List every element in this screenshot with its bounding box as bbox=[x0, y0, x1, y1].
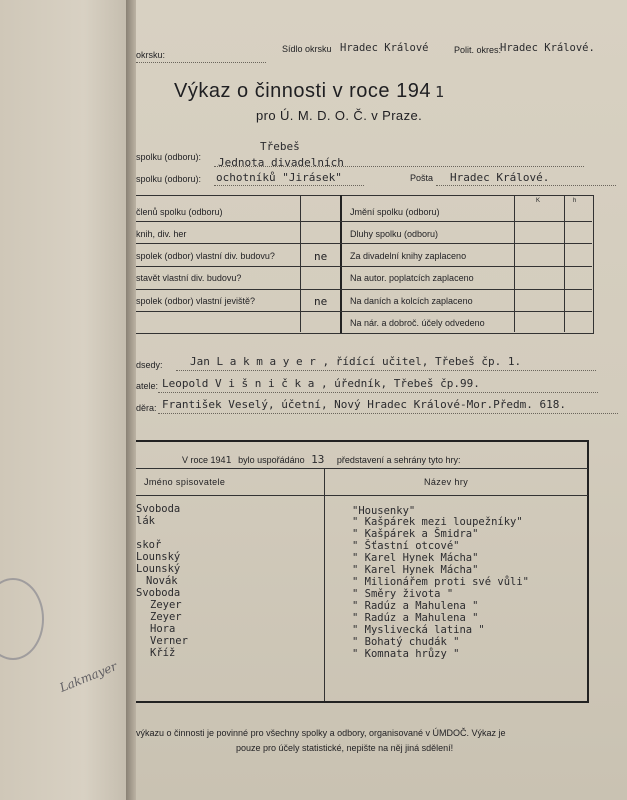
title-prefix: Výkaz o činnosti v roce 194 bbox=[174, 80, 431, 102]
play-author: Zeyer bbox=[150, 599, 182, 611]
society-value-line2: ochotníků "Jirásek" bbox=[216, 171, 342, 184]
society-label-1: spolku (odboru): bbox=[136, 152, 202, 162]
officer-label-chair: dsedy: bbox=[136, 360, 163, 370]
stat-label-books-paid: Za divadelní knihy zaplaceno bbox=[350, 251, 467, 261]
society-label-2: spolku (odboru): bbox=[136, 174, 202, 184]
play-title: " Směry života " bbox=[352, 588, 454, 600]
play-author: skoř bbox=[136, 539, 162, 551]
officer-label-secretary: atele: bbox=[136, 381, 159, 391]
play-author: Hora bbox=[150, 623, 176, 635]
posta-value: Hradec Králové. bbox=[450, 171, 550, 184]
play-title: " Bohatý chudák " bbox=[352, 636, 460, 648]
play-title: " Karel Hynek Mácha" bbox=[352, 564, 479, 576]
sidlo-label: Sídlo okrsku bbox=[282, 44, 332, 54]
play-title: " Karel Hynek Mácha" bbox=[352, 552, 479, 564]
stat-value-own-stage: ne bbox=[314, 295, 328, 308]
society-value-line1: Jednota divadelních bbox=[218, 156, 344, 169]
document-page bbox=[136, 0, 627, 800]
officer-value-secretary: Leopold V i š n i č k a , úředník, Třebeš čp.99. bbox=[162, 377, 480, 390]
play-title: " Kašpárek a Šmidra" bbox=[352, 528, 479, 540]
play-author: Novák bbox=[146, 575, 178, 587]
play-author: Svoboda bbox=[136, 587, 181, 599]
okrsek-line bbox=[136, 62, 266, 63]
play-author: Lounský bbox=[136, 563, 181, 575]
society-value-line0: Třebeš bbox=[260, 140, 300, 153]
play-title: " Komnata hrůzy " bbox=[352, 648, 460, 660]
currency-k-label: K bbox=[536, 198, 541, 204]
stat-label-own-building: spolek (odbor) vlastní div. budovu? bbox=[136, 251, 275, 261]
polit-label: Polit. okres: bbox=[454, 45, 502, 55]
society-line-2 bbox=[214, 185, 364, 186]
society-line-1 bbox=[214, 166, 584, 167]
title-year-digit: 1 bbox=[434, 83, 445, 101]
stat-label-taxes: Na daních a kolcích zaplaceno bbox=[350, 296, 473, 306]
col-author-header: Jméno spisovatele bbox=[144, 477, 226, 487]
play-author: Zeyer bbox=[150, 611, 182, 623]
page-subtitle: pro Ú. M. D. O. Č. v Praze. bbox=[256, 108, 423, 123]
stat-label-members: členů spolku (odboru) bbox=[136, 207, 223, 217]
officer-label-treasurer: děra: bbox=[136, 403, 157, 413]
stat-label-assets: Jmění spolku (odboru) bbox=[350, 207, 440, 217]
performance-count: 13 bbox=[311, 453, 325, 466]
play-author: Svoboda bbox=[136, 503, 181, 515]
play-title: "Housenky" bbox=[352, 505, 416, 517]
stat-label-author-fees: Na autor. poplatcích zaplaceno bbox=[350, 273, 474, 283]
footer-line-2: pouze pro účely statistické, nepište na něj jiná sdělení! bbox=[236, 743, 454, 753]
col-title-header: Název hry bbox=[424, 477, 469, 487]
underlying-page bbox=[0, 0, 140, 800]
posta-label: Pošta bbox=[410, 173, 434, 183]
stat-label-own-stage: spolek (odbor) vlastní jeviště? bbox=[136, 296, 256, 306]
stat-label-books: knih, div. her bbox=[136, 229, 187, 239]
officer-value-chair: Jan L a k m a y e r , řídící učitel, Třebeš čp. 1. bbox=[190, 355, 522, 368]
okrsek-label: okrsku: bbox=[136, 50, 166, 60]
play-author: Verner bbox=[150, 635, 188, 647]
officer-value-treasurer: František Veselý, účetní, Nový Hradec Králové-Mor.Předm. 618. bbox=[162, 398, 566, 411]
currency-h-label: h bbox=[573, 198, 577, 204]
plays-header: V roce 1941 bylo uspořádáno 13 představení a sehrány tyto hry: bbox=[182, 453, 461, 466]
play-author: Kříž bbox=[150, 647, 176, 659]
stamp-seal bbox=[0, 578, 44, 660]
stat-label-build-building: stavět vlastní div. budovu? bbox=[136, 273, 242, 283]
play-author: Lounský bbox=[136, 551, 181, 563]
play-title: " Šťastní otcové" bbox=[352, 540, 460, 552]
posta-line bbox=[436, 185, 616, 186]
stat-label-charity: Na nár. a dobroč. účely odvedeno bbox=[350, 318, 485, 328]
footer-line-1: výkazu o činnosti je povinné pro všechny spolky a odbory, organisované v ÚMDOČ. Výkaz je bbox=[136, 728, 506, 738]
play-title: " Radúz a Mahulena " bbox=[352, 600, 479, 612]
polit-value: Hradec Králové. bbox=[500, 42, 595, 54]
page-title bbox=[174, 80, 445, 103]
stat-value-own-building: ne bbox=[314, 250, 328, 263]
play-title: " Kašpárek mezi loupežníky" bbox=[352, 516, 523, 528]
sidlo-value: Hradec Králové bbox=[340, 42, 429, 54]
stat-label-debts: Dluhy spolku (odboru) bbox=[350, 229, 439, 239]
play-title: " Radúz a Mahulena " bbox=[352, 612, 479, 624]
handwritten-signature: Lakmayer bbox=[57, 659, 119, 695]
play-title: " Myslivecká latina " bbox=[352, 624, 485, 636]
play-title: " Milionářem proti své vůli" bbox=[352, 576, 530, 588]
play-author: lák bbox=[136, 515, 155, 527]
